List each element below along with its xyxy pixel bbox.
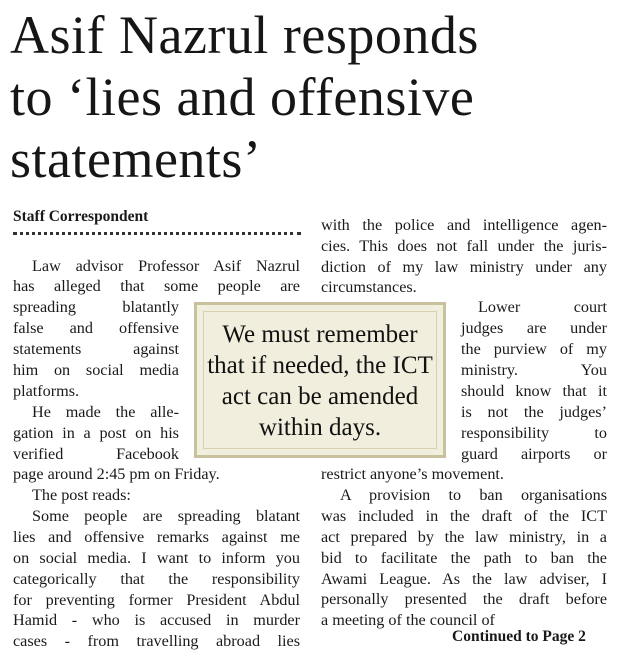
pull-quote-text — [197, 319, 443, 443]
headline-line-2: to ‘lies and offensive — [10, 67, 475, 127]
col2-line: a meeting of the council of — [321, 611, 495, 629]
col2-line: is not the judges’ — [461, 403, 607, 421]
col1-line: Hamid - who is accused in murder — [13, 611, 300, 629]
col2-line: personally presented the draft before — [321, 590, 607, 608]
col2-line: bid to facilitate the path to ban the — [321, 549, 607, 567]
headline-line-3: statements’ — [10, 129, 262, 189]
col1-line: spreading blatantly — [13, 298, 179, 316]
col1-line: page around 2:45 pm on Friday. — [13, 465, 220, 483]
col1-line: for preventing former President Abdul — [13, 591, 300, 609]
col1-line: statements against — [13, 340, 179, 358]
col2-line: act prepared by the law ministry, in a — [321, 528, 607, 546]
headline — [10, 4, 618, 190]
col2-line: restrict anyone’s movement. — [321, 465, 504, 483]
pull-quote-line: within days. — [258, 414, 382, 441]
col2-line: responsibility to — [461, 424, 607, 442]
col2-line: the purview of my — [461, 340, 607, 358]
col2-line: circumstances. — [321, 278, 417, 296]
col1-line: gation in a post on his — [13, 424, 179, 442]
col1-line: cases - from travelling abroad lies — [13, 632, 300, 650]
headline-line-1: Asif Nazrul responds — [10, 5, 479, 65]
col2-line: A provision to ban organisations — [340, 486, 607, 504]
continued-label: Continued to Page 2 — [452, 628, 586, 645]
col2-line: with the police and intelligence agen- — [321, 216, 607, 234]
col2-line: cies. This does not fall under the juris- — [321, 237, 607, 255]
col1-line: He made the alle- — [32, 403, 179, 421]
col1-line: categorically that the responsibility — [13, 570, 300, 588]
col1-line: The post reads: — [32, 486, 131, 504]
col1-line: Law advisor Professor Asif Nazrul — [32, 257, 300, 275]
pull-quote — [194, 302, 446, 458]
col2-line: Lower court — [478, 298, 607, 316]
col1-line: has alleged that some people are — [13, 277, 300, 295]
col1-line: Some people are spreading blatant — [32, 507, 300, 525]
col2-line: guard airports or — [461, 445, 607, 463]
pull-quote-line: We must remember — [222, 321, 418, 348]
col2-line: ministry. You — [461, 361, 607, 379]
col2-line: should know that it — [461, 382, 607, 400]
col1-line: him on social media — [13, 361, 179, 379]
col2-line: was included in the draft of the ICT — [321, 507, 607, 525]
col1-line: platforms. — [13, 382, 80, 400]
col1-line: lies and offensive remarks against me — [13, 528, 300, 546]
byline: Staff Correspondent — [13, 208, 149, 225]
col1-line: false and offensive — [13, 319, 179, 337]
byline-divider — [13, 232, 301, 235]
col1-line: verified Facebook — [13, 445, 179, 463]
pull-quote-line: that if needed, the ICT — [207, 352, 433, 379]
col2-line: Awami League. As the law adviser, I — [321, 570, 607, 588]
col2-line: diction of my law ministry under any — [321, 258, 607, 276]
pull-quote-line: act can be amended — [221, 383, 419, 410]
col2-line: judges are under — [461, 319, 607, 337]
col1-line: on social media. I want to inform you — [13, 549, 300, 567]
